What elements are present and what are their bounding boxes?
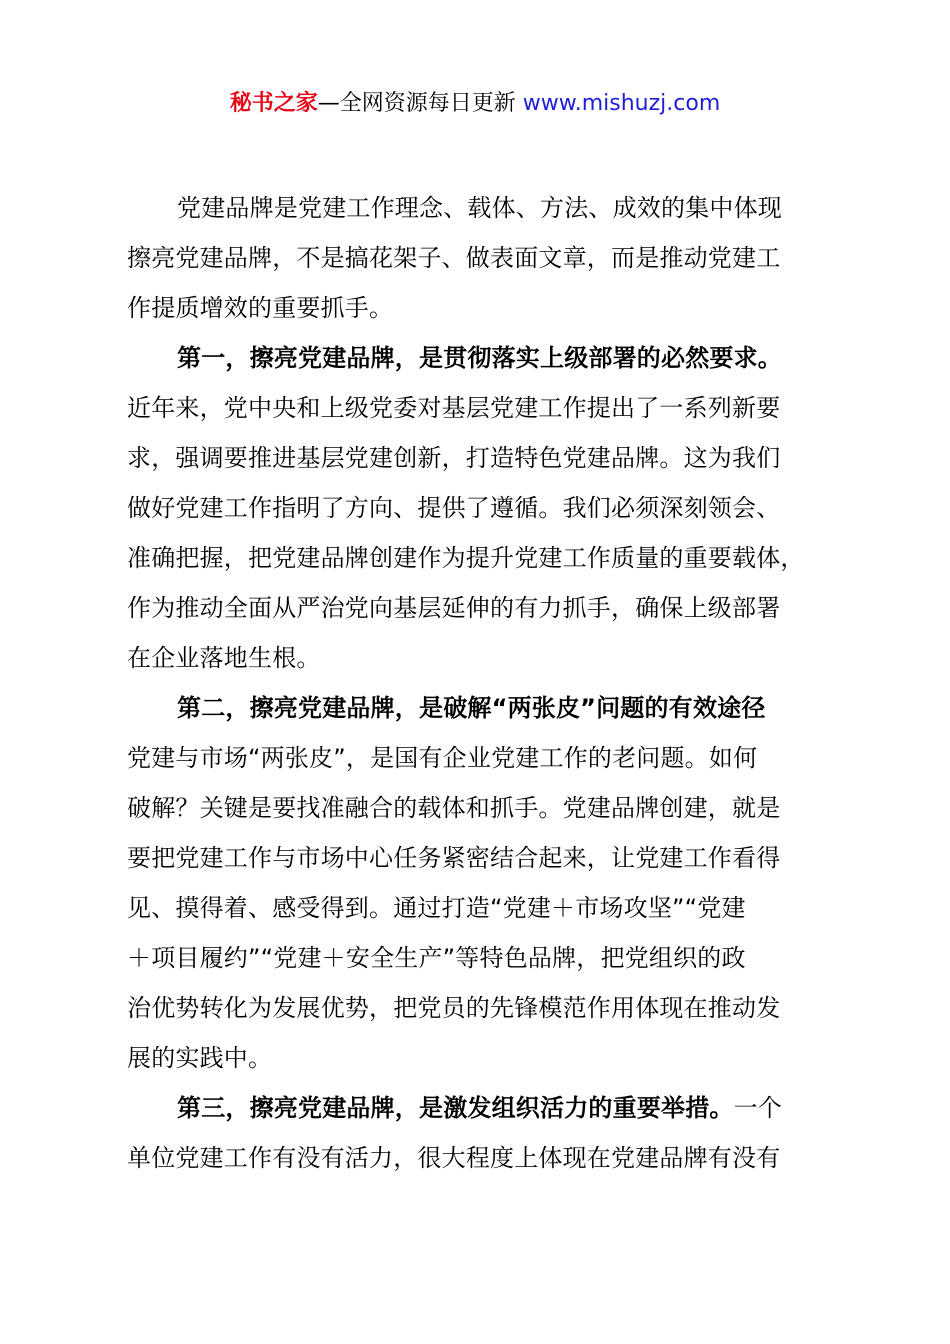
paragraph-second-point [127,683,837,1083]
text-line: 擦亮党建品牌，不是搞花架子、做表面文章，而是推动党建工 [127,244,781,272]
text-line: ＋项目履约”“党建＋安全生产”等特色品牌，把党组织的政 [127,944,746,972]
text-line: 在企业落地生根。 [127,644,321,672]
brand-name: 秘书之家 [229,91,318,116]
paragraph-heading: 第二，擦亮党建品牌，是破解“两张皮”问题的有效途径 [177,694,766,722]
header-tagline: —全网资源每日更新 [317,91,523,116]
text-line: 作为推动全面从严治党向基层延伸的有力抓手，确保上级部署 [127,594,781,622]
text-line: 单位党建工作有没有活力，很大程度上体现在党建品牌有没有 [127,1144,781,1172]
text-line: 求，强调要推进基层党建创新，打造特色党建品牌。这为我们 [127,444,781,472]
text-line: 近年来，党中央和上级党委对基层党建工作提出了一系列新要 [127,394,781,422]
document-body [127,183,837,1183]
paragraph-first-point [127,333,837,683]
paragraph-heading: 第一，擦亮党建品牌，是贯彻落实上级部署的必然要求。 [177,344,782,372]
heading-tail-text: 一个 [733,1094,783,1122]
text-line: 治优势转化为发展优势，把党员的先锋模范作用体现在推动发 [127,994,781,1022]
paragraph-heading: 第三，擦亮党建品牌，是激发组织活力的重要举措。 [177,1094,734,1122]
text-line: 党建与市场“两张皮”，是国有企业党建工作的老问题。如何 [127,744,758,772]
text-line: 作提质增效的重要抓手。 [127,294,394,322]
text-line: 准确把握，把党建品牌创建作为提升党建工作质量的重要载体， [127,544,805,572]
text-line: 要把党建工作与市场中心任务紧密结合起来，让党建工作看得 [127,844,781,872]
paragraph-third-point [127,1083,837,1183]
text-line: 见、摸得着、感受得到。通过打造“党建＋市场攻坚”“党建 [127,894,746,922]
paragraph-intro [127,183,837,333]
site-url[interactable]: www.mishuzj.com [522,91,721,116]
text-line: 展的实践中。 [127,1044,273,1072]
text-line: 做好党建工作指明了方向、提供了遵循。我们必须深刻领会、 [127,494,781,522]
text-line: 党建品牌是党建工作理念、载体、方法、成效的集中体现 [177,194,782,222]
page-header [0,84,950,124]
heading-line [127,1083,837,1133]
text-line: 破解？关键是要找准融合的载体和抓手。党建品牌创建，就是 [127,794,781,822]
